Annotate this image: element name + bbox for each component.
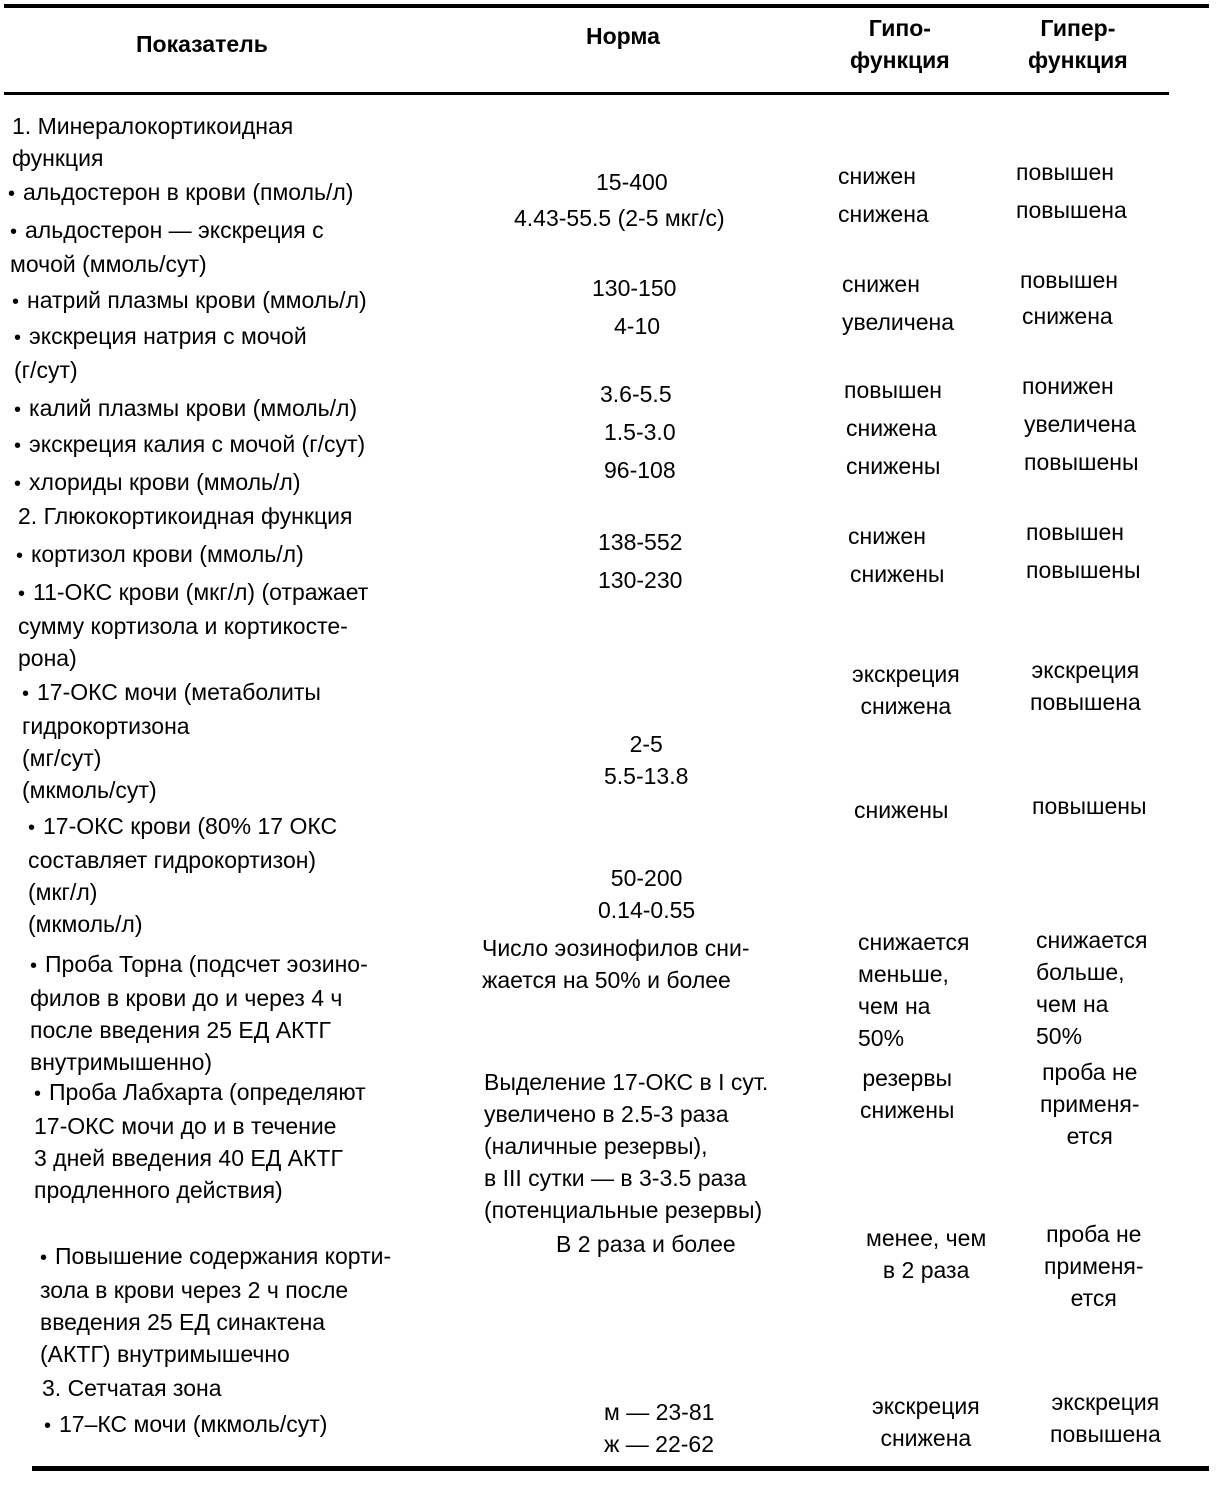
hypo-value: снижены — [854, 797, 949, 823]
norm-value: 50-200 0.14-0.55 — [598, 865, 696, 923]
hypo-value: снижены — [846, 453, 941, 479]
indicator: • экскреция натрия с мочой (г/сут) — [14, 320, 307, 386]
indicator: • Проба Торна (подсчет эозино- филов в крови до и через 4 ч после введения 25 ЕД АКТГ внутримышенно) — [30, 948, 368, 1078]
hypo-value: снижены — [850, 561, 945, 587]
norm-value: 96-108 — [604, 457, 676, 483]
section-title: 1. Минералокортикоидная функция — [12, 113, 294, 171]
hyper-value: повышен — [1020, 267, 1118, 293]
hypo-value: снижена — [846, 415, 937, 441]
hypo-value: экскреция снижена — [872, 1393, 980, 1451]
hypo-value: снижен — [838, 163, 916, 189]
hyper-value: проба не применя- ется — [1040, 1059, 1140, 1149]
section-title: 3. Сетчатая зона — [42, 1375, 222, 1401]
indicator: • альдостерон — экскреция с мочой (ммоль/сут) — [10, 214, 324, 280]
norm-value: 15-400 — [596, 169, 668, 195]
hyper-value: повышены — [1024, 449, 1139, 475]
hyper-value: повышена — [1016, 197, 1127, 223]
header-hypo: Гипо- функция — [850, 15, 950, 73]
norm-value: 3.6-5.5 — [600, 381, 672, 407]
hypo-value: менее, чем в 2 раза — [866, 1225, 987, 1283]
indicator: • калий плазмы крови (ммоль/л) — [14, 392, 357, 426]
hypo-value: резервы снижены — [860, 1065, 955, 1123]
indicator: • 17–КС мочи (мкмоль/сут) — [44, 1408, 327, 1442]
hyper-value: экскреция повышена — [1050, 1389, 1161, 1447]
norm-value: В 2 раза и более — [556, 1231, 736, 1257]
norm-value: м — 23-81 ж — 22-62 — [604, 1399, 715, 1457]
header-rule — [4, 92, 1169, 95]
indicator: • хлориды крови (ммоль/л) — [14, 466, 301, 500]
hypo-value: экскреция снижена — [852, 661, 960, 719]
top-rule — [4, 4, 1209, 8]
indicator: • 17-ОКС крови (80% 17 ОКС составляет гидрокортизон) (мкг/л) (мкмоль/л) — [28, 810, 337, 940]
norm-value: 4-10 — [614, 313, 661, 339]
hyper-value: повышены — [1026, 557, 1141, 583]
indicator: • Повышение содержания корти- зола в крови через 2 ч после введения 25 ЕД синактена (АКТГ) внутримышечно — [40, 1240, 391, 1370]
header-norm: Норма — [586, 23, 660, 49]
hypo-value: снижен — [848, 523, 926, 549]
hyper-value: снижается больше, чем на 50% — [1036, 927, 1148, 1049]
indicator: • альдостерон в крови (пмоль/л) — [8, 176, 353, 210]
norm-value: Выделение 17-ОКС в I сут. увеличено в 2.5-3 раза (наличные резервы), в III сутки — в 3-3.5 раза (потенциальные резервы) — [484, 1069, 769, 1223]
hypo-value: увеличена — [842, 309, 955, 335]
indicator: • Проба Лабхарта (определяют 17-ОКС мочи до и в течение 3 дней введения 40 ЕД АКТГ продленного действия) — [34, 1076, 366, 1206]
hyper-value: экскреция повышена — [1030, 657, 1141, 715]
hypo-value: повышен — [844, 377, 942, 403]
norm-value: 4.43-55.5 (2-5 мкг/с) — [514, 205, 725, 231]
hyper-value: повышены — [1032, 793, 1147, 819]
hypo-value: снижен — [842, 271, 920, 297]
norm-value: 138-552 — [598, 529, 683, 555]
hyper-value: снижена — [1022, 303, 1113, 329]
hypo-value: снижена — [838, 201, 929, 227]
hyper-value: увеличена — [1024, 411, 1137, 437]
norm-value: 1.5-3.0 — [604, 419, 676, 445]
indicator: • кортизол крови (ммоль/л) — [16, 538, 304, 572]
bottom-rule — [32, 1466, 1209, 1471]
indicator: • 11-ОКС крови (мкг/л) (отражает сумму кортизола и кортикосте- рона) — [18, 576, 368, 674]
header-hyper: Гипер- функция — [1028, 15, 1128, 73]
hyper-value: повышен — [1026, 519, 1124, 545]
indicator: • 17-ОКС мочи (метаболиты гидрокортизона (мг/сут) (мкмоль/сут) — [22, 676, 321, 806]
norm-value: 2-5 5.5-13.8 — [604, 731, 689, 789]
norm-value: 130-230 — [598, 567, 683, 593]
hyper-value: понижен — [1022, 373, 1114, 399]
indicator: • натрий плазмы крови (ммоль/л) — [12, 284, 367, 318]
indicator: • экскреция калия с мочой (г/сут) — [14, 428, 365, 462]
header-indicator: Показатель — [136, 31, 268, 57]
norm-value: 130-150 — [592, 275, 677, 301]
hyper-value: повышен — [1016, 159, 1114, 185]
section-title: 2. Глюкокортикоидная функция — [18, 503, 353, 529]
norm-value: Число эозинофилов сни- жается на 50% и более — [482, 935, 750, 993]
hyper-value: проба не применя- ется — [1044, 1221, 1144, 1311]
hypo-value: снижается меньше, чем на 50% — [858, 929, 970, 1051]
